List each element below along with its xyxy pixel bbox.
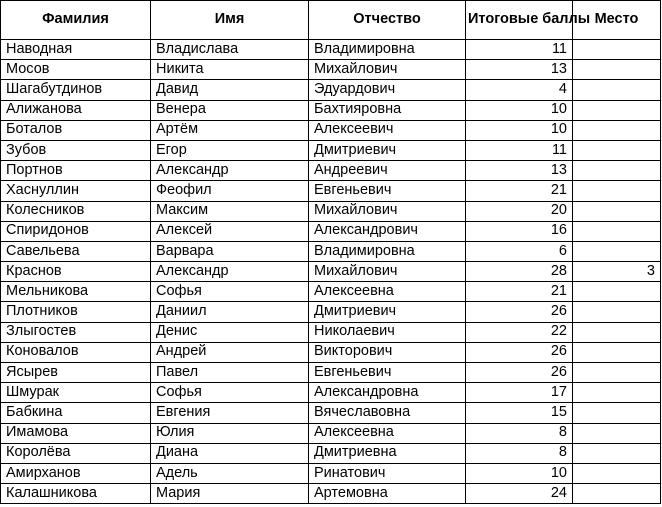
cell-patronymic[interactable]: Алексеевна (309, 282, 466, 302)
cell-surname[interactable]: Бабкина (1, 403, 151, 423)
cell-place[interactable] (573, 363, 661, 383)
cell-patronymic[interactable]: Викторович (309, 342, 466, 362)
cell-patronymic[interactable]: Николаевич (309, 322, 466, 342)
cell-surname[interactable]: Амирханов (1, 463, 151, 483)
cell-name[interactable]: Варвара (151, 241, 309, 261)
header-row (1, 1, 661, 40)
cell-surname[interactable]: Мельникова (1, 282, 151, 302)
table-row (1, 342, 661, 362)
cell-patronymic[interactable]: Андреевич (309, 161, 466, 181)
cell-place[interactable] (573, 140, 661, 160)
cell-name[interactable]: Александр (151, 262, 309, 282)
cell-place[interactable] (573, 302, 661, 322)
cell-score[interactable]: 22 (466, 322, 573, 342)
cell-score[interactable]: 20 (466, 201, 573, 221)
table-row (1, 463, 661, 483)
cell-place[interactable] (573, 443, 661, 463)
cell-name[interactable]: Софья (151, 282, 309, 302)
cell-patronymic[interactable]: Михайлович (309, 60, 466, 80)
cell-score[interactable]: 21 (466, 181, 573, 201)
cell-name[interactable]: Александр (151, 161, 309, 181)
table-row (1, 181, 661, 201)
cell-place[interactable] (573, 484, 661, 504)
table-row (1, 443, 661, 463)
cell-place[interactable] (573, 342, 661, 362)
cell-place[interactable] (573, 221, 661, 241)
cell-place[interactable] (573, 161, 661, 181)
cell-surname[interactable]: Савельева (1, 241, 151, 261)
cell-place[interactable] (573, 80, 661, 100)
table-row (1, 403, 661, 423)
cell-place[interactable] (573, 403, 661, 423)
cell-patronymic[interactable]: Евгеньевич (309, 363, 466, 383)
header-name: Имя (151, 1, 309, 40)
cell-score[interactable]: 28 (466, 262, 573, 282)
cell-score[interactable]: 21 (466, 282, 573, 302)
cell-surname[interactable]: Ясырев (1, 363, 151, 383)
cell-surname[interactable]: Имамова (1, 423, 151, 443)
table-row (1, 423, 661, 443)
cell-patronymic[interactable]: Вячеславовна (309, 403, 466, 423)
cell-surname[interactable]: Портнов (1, 161, 151, 181)
cell-patronymic[interactable]: Александровна (309, 383, 466, 403)
cell-name[interactable]: Диана (151, 443, 309, 463)
table-row (1, 80, 661, 100)
table-row (1, 201, 661, 221)
cell-place[interactable] (573, 100, 661, 120)
cell-patronymic[interactable]: Дмитриевич (309, 302, 466, 322)
cell-patronymic[interactable]: Дмитриевич (309, 140, 466, 160)
table-row (1, 302, 661, 322)
cell-surname[interactable]: Спиридонов (1, 221, 151, 241)
header-score: Итоговые баллы (466, 1, 573, 40)
cell-name[interactable]: Андрей (151, 342, 309, 362)
cell-score[interactable]: 10 (466, 100, 573, 120)
cell-name[interactable]: Егор (151, 140, 309, 160)
cell-surname[interactable]: Калашникова (1, 484, 151, 504)
table-row (1, 120, 661, 140)
cell-score[interactable]: 26 (466, 302, 573, 322)
cell-place[interactable] (573, 201, 661, 221)
cell-patronymic[interactable]: Евгеньевич (309, 181, 466, 201)
cell-score[interactable]: 11 (466, 140, 573, 160)
cell-name[interactable]: Даниил (151, 302, 309, 322)
table-row (1, 60, 661, 80)
table-row (1, 161, 661, 181)
cell-surname[interactable]: Королёва (1, 443, 151, 463)
cell-surname[interactable]: Алижанова (1, 100, 151, 120)
cell-place[interactable] (573, 40, 661, 60)
table-row (1, 383, 661, 403)
cell-patronymic[interactable]: Владимировна (309, 40, 466, 60)
table-row (1, 262, 661, 282)
cell-surname[interactable]: Шмурак (1, 383, 151, 403)
cell-place[interactable] (573, 120, 661, 140)
cell-place[interactable] (573, 282, 661, 302)
cell-name[interactable]: Адель (151, 463, 309, 483)
cell-patronymic[interactable]: Артемовна (309, 484, 466, 504)
cell-name[interactable]: Павел (151, 363, 309, 383)
cell-place[interactable] (573, 383, 661, 403)
cell-surname[interactable]: Краснов (1, 262, 151, 282)
cell-score[interactable]: 16 (466, 221, 573, 241)
cell-patronymic[interactable]: Бахтияровна (309, 100, 466, 120)
table-row (1, 40, 661, 60)
cell-surname[interactable]: Злыгостев (1, 322, 151, 342)
cell-surname[interactable]: Хаснуллин (1, 181, 151, 201)
cell-place[interactable] (573, 60, 661, 80)
cell-name[interactable]: Юлия (151, 423, 309, 443)
cell-score[interactable]: 13 (466, 60, 573, 80)
cell-name[interactable]: Венера (151, 100, 309, 120)
cell-surname[interactable]: Шагабутдинов (1, 80, 151, 100)
cell-score[interactable]: 8 (466, 423, 573, 443)
cell-name[interactable]: Алексей (151, 221, 309, 241)
cell-patronymic[interactable]: Алексеевна (309, 423, 466, 443)
cell-score[interactable]: 13 (466, 161, 573, 181)
cell-patronymic[interactable]: Александрович (309, 221, 466, 241)
cell-patronymic[interactable]: Ринатович (309, 463, 466, 483)
header-place: Место (573, 1, 661, 40)
cell-place[interactable] (573, 423, 661, 443)
cell-surname[interactable]: Наводная (1, 40, 151, 60)
cell-patronymic[interactable]: Михайлович (309, 262, 466, 282)
cell-score[interactable]: 24 (466, 484, 573, 504)
cell-surname[interactable]: Колесников (1, 201, 151, 221)
cell-name[interactable]: Феофил (151, 181, 309, 201)
cell-name[interactable]: Софья (151, 383, 309, 403)
cell-score[interactable]: 10 (466, 463, 573, 483)
cell-place[interactable]: 3 (573, 262, 661, 282)
cell-score[interactable]: 8 (466, 443, 573, 463)
cell-place[interactable] (573, 241, 661, 261)
table-row (1, 363, 661, 383)
cell-patronymic[interactable]: Владимировна (309, 241, 466, 261)
cell-score[interactable]: 6 (466, 241, 573, 261)
cell-surname[interactable]: Боталов (1, 120, 151, 140)
cell-patronymic[interactable]: Михайлович (309, 201, 466, 221)
cell-place[interactable] (573, 322, 661, 342)
cell-score[interactable]: 26 (466, 342, 573, 362)
cell-name[interactable]: Мария (151, 484, 309, 504)
cell-name[interactable]: Давид (151, 80, 309, 100)
table-row (1, 140, 661, 160)
table-row (1, 241, 661, 261)
table-row (1, 282, 661, 302)
cell-patronymic[interactable]: Алексеевич (309, 120, 466, 140)
cell-surname[interactable]: Плотников (1, 302, 151, 322)
cell-surname[interactable]: Мосов (1, 60, 151, 80)
header-patronymic: Отчество (309, 1, 466, 40)
cell-surname[interactable]: Коновалов (1, 342, 151, 362)
cell-patronymic[interactable]: Дмитриевна (309, 443, 466, 463)
cell-name[interactable]: Максим (151, 201, 309, 221)
cell-name[interactable]: Артём (151, 120, 309, 140)
cell-score[interactable]: 26 (466, 363, 573, 383)
cell-surname[interactable]: Зубов (1, 140, 151, 160)
header-surname: Фамилия (1, 1, 151, 40)
cell-name[interactable]: Денис (151, 322, 309, 342)
cell-name[interactable]: Никита (151, 60, 309, 80)
cell-score[interactable]: 4 (466, 80, 573, 100)
cell-place[interactable] (573, 463, 661, 483)
cell-name[interactable]: Владислава (151, 40, 309, 60)
cell-score[interactable]: 15 (466, 403, 573, 423)
table-row (1, 322, 661, 342)
cell-place[interactable] (573, 181, 661, 201)
table-body (1, 40, 661, 504)
cell-score[interactable]: 17 (466, 383, 573, 403)
cell-score[interactable]: 10 (466, 120, 573, 140)
cell-patronymic[interactable]: Эдуардович (309, 80, 466, 100)
table-row (1, 100, 661, 120)
cell-name[interactable]: Евгения (151, 403, 309, 423)
cell-score[interactable]: 11 (466, 40, 573, 60)
table-row (1, 484, 661, 504)
table-row (1, 221, 661, 241)
